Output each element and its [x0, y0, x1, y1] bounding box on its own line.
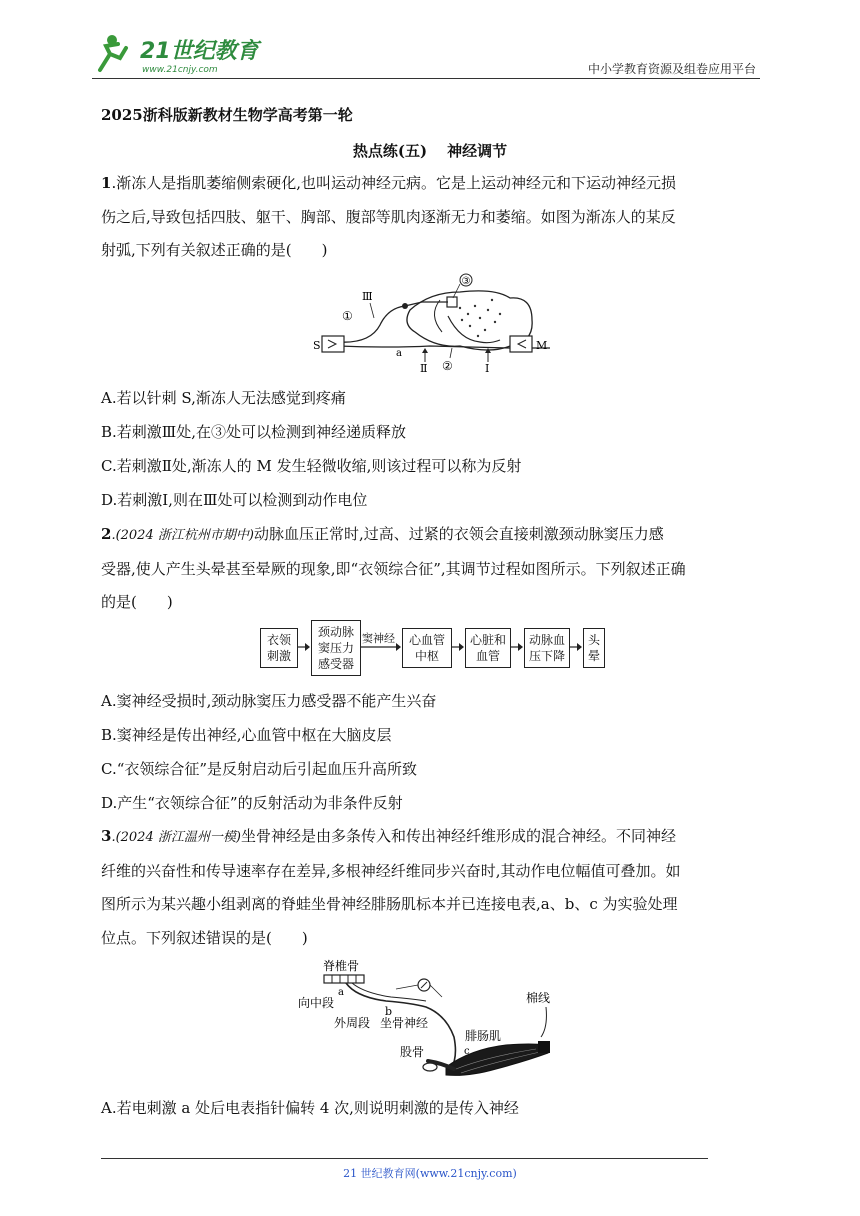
flow-box-heart: 心脏和 血管	[465, 628, 511, 668]
q3-option-a: A.若电刺激 a 处后电表指针偏转 4 次,则说明刺激的是传入神经	[101, 1099, 519, 1117]
runner-icon	[100, 44, 126, 70]
q2-number: 2	[101, 525, 112, 543]
svg-text:股骨: 股骨	[400, 1045, 425, 1059]
footer-link[interactable]: 21 世纪教育网(www.21cnjy.com)	[343, 1167, 517, 1180]
q2-flow-diagram	[260, 620, 605, 676]
q1-option-b: B.若刺激Ⅲ处,在③处可以检测到神经递质释放	[101, 423, 407, 441]
q1-option-a: A.若以针刺 S,渐冻人无法感觉到疼痛	[101, 389, 346, 407]
logo-url: www.21cnjy.com	[142, 65, 218, 75]
section-topic: 神经调节	[447, 142, 508, 160]
svg-text:①: ①	[342, 309, 353, 323]
q3-number: 3	[101, 827, 112, 845]
flow-box-center: 心血管 中枢	[402, 628, 452, 668]
q1-stem: 1.渐冻人是指肌萎缩侧索硬化,也叫运动神经元病。它是上运动神经元和下运动神经元损 伤之后,导致包括四肢、躯干、胸部、腹部等肌肉逐渐无力和萎缩。如图为渐冻人的某反 射弧,下列有关叙述正确的是( )	[101, 174, 676, 259]
q1-reflex-arc-figure	[310, 270, 560, 376]
q2-option-c: C.“衣领综合征”是反射启动后引起血压升高所致	[101, 760, 418, 778]
q2-option-d: D.产生“衣领综合征”的反射活动为非条件反射	[101, 794, 403, 812]
q1-option-c: C.若刺激Ⅱ处,渐冻人的 M 发生轻微收缩,则该过程可以称为反射	[101, 457, 522, 475]
section-number: 热点练(五)	[352, 142, 428, 160]
q2-stem: 2.(2024 浙江杭州市期中)动脉血压正常时,过高、过紧的衣领会直接刺激颈动脉窦压力感 受器,使人产生头晕甚至晕厥的现象,即“衣领综合征”,其调节过程如图所示。下列叙述正确 的是( )	[101, 525, 686, 611]
q2-option-b: B.窦神经是传出神经,心血管中枢在大脑皮层	[101, 726, 392, 744]
logo-text: 21世纪教育	[140, 39, 259, 64]
svg-text:③: ③	[461, 276, 471, 287]
q2-option-a: A.窦神经受损时,颈动脉窦压力感受器不能产生兴奋	[101, 692, 437, 710]
q3-nerve-muscle-figure	[296, 957, 566, 1087]
q1-number: 1	[101, 174, 112, 192]
svg-text:S: S	[313, 339, 321, 352]
svg-text:棉线: 棉线	[526, 991, 551, 1005]
flow-arrow-label: 窦神经	[362, 632, 395, 645]
svg-text:Ⅱ: Ⅱ	[420, 362, 428, 375]
doc-title: 2025浙科版新教材生物学高考第一轮	[101, 106, 353, 124]
svg-text:脊椎骨: 脊椎骨	[323, 959, 360, 973]
svg-text:a: a	[338, 987, 344, 998]
footer-divider	[101, 1158, 708, 1159]
q3-source: .(2024 浙江温州一模)	[111, 830, 241, 845]
flow-box-dizzy: 头 晕	[583, 628, 605, 668]
svg-text:c: c	[464, 1046, 470, 1057]
svg-text:坐骨神经: 坐骨神经	[380, 1016, 429, 1030]
svg-text:M: M	[536, 339, 548, 352]
site-logo	[92, 30, 262, 78]
svg-text:②: ②	[442, 359, 453, 373]
flow-box-pressure: 动脉血 压下降	[524, 628, 570, 668]
q1-option-d: D.若刺激Ⅰ,则在Ⅲ处可以检测到动作电位	[101, 491, 368, 509]
q2-source: .(2024 浙江杭州市期中)	[111, 528, 254, 543]
svg-text:腓肠肌: 腓肠肌	[465, 1029, 502, 1043]
svg-text:b: b	[385, 1005, 393, 1018]
section-title	[0, 140, 860, 161]
header-divider	[92, 78, 760, 79]
svg-text:外周段: 外周段	[334, 1016, 371, 1030]
flow-box-collar: 衣领 刺激	[260, 628, 298, 668]
flow-box-baroreceptor: 颈动脉 窦压力 感受器	[311, 620, 361, 676]
svg-text:Ⅰ: Ⅰ	[485, 362, 490, 375]
header-platform-text: 中小学教育资源及组卷应用平台	[587, 62, 756, 76]
svg-text:向中段: 向中段	[298, 996, 335, 1010]
svg-text:Ⅲ: Ⅲ	[362, 290, 373, 303]
svg-text:a: a	[396, 348, 402, 359]
q3-stem: 3.(2024 浙江温州一模)坐骨神经是由多条传入和传出神经纤维形成的混合神经。不同神经 纤维的兴奋性和传导速率存在差异,多根神经纤维同步兴奋时,其动作电位幅值可叠加。如 图所示为某兴趣小组剥离的脊蛙坐骨神经腓肠肌标本并已连接电表,a、b、c 为实验处理 位点。下列叙述错误的是( )	[101, 827, 681, 947]
